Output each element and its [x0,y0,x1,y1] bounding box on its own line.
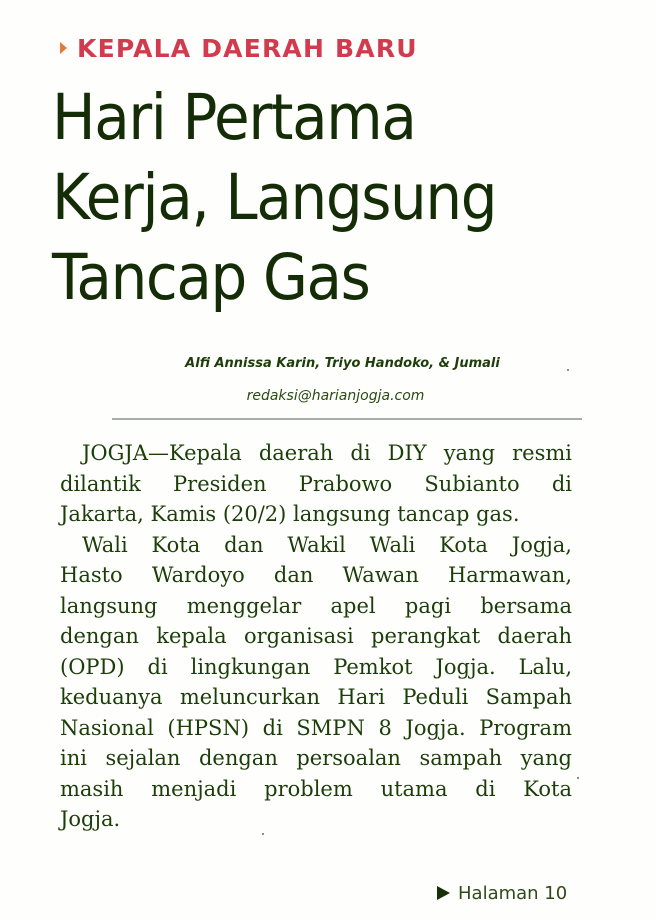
body-line: Wali Kota dan Wakil Wali Kota Jogja, [82,532,572,557]
body-line: ini sejalan dengan persoalan sampah yang [60,746,572,770]
body-line: keduanya meluncurkan Hari Peduli Sampah [60,685,572,709]
body-line: langsung menggelar apel pagi bersama [60,593,572,618]
scan-speck [262,833,264,835]
continued-link [437,880,567,906]
headline-line: Tancap Gas [52,241,370,314]
byline-authors: Alfi Annissa Karin, Triyo Handoko, & Jumali [185,356,500,371]
scan-speck [567,369,569,371]
kicker [60,30,418,66]
triangle-right-icon [437,886,450,900]
body-line: masih menjadi problem utama di Kota [60,776,572,801]
body-line: Nasional (HPSN) di SMPN 8 Jogja. Program [60,715,572,740]
continued-page-label: Halaman 10 [458,882,568,904]
scan-speck [577,777,579,779]
body-line: dilantik Presiden Prabowo Subianto di [60,471,572,496]
headline-line: Kerja, Langsung [52,161,497,234]
body-line: Jogja. [60,807,121,831]
body-line: (OPD) di lingkungan Pemkot Jogja. Lalu, [60,654,572,679]
body-line: Hasto Wardoyo dan Wawan Harmawan, [60,563,572,587]
article-body [60,438,572,835]
headline-line: Hari Pertama [52,81,416,154]
body-line: dengan kepala organisasi perangkat daerah [60,624,572,648]
headline [52,78,567,318]
divider [112,418,582,420]
body-line: Jakarta, Kamis (20/2) langsung tancap gas. [60,502,520,526]
byline-email: redaksi@harianjogja.com [246,388,425,404]
body-line: JOGJA—Kepala daerah di DIY yang resmi [82,441,572,465]
kicker-label: KEPALA DAERAH BARU [77,33,418,63]
triangle-right-icon [60,42,67,54]
